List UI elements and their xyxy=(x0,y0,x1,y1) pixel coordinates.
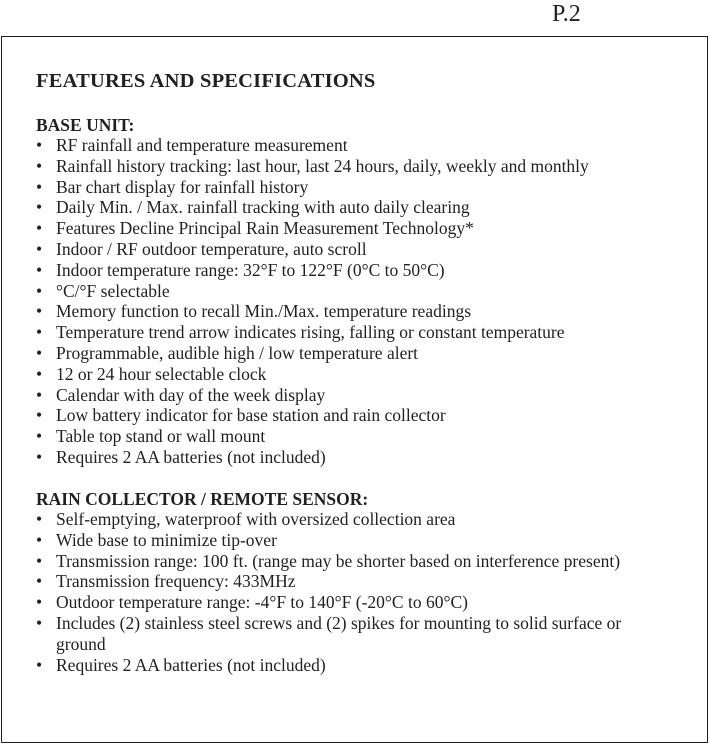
list-item-text: Temperature trend arrow indicates rising, falling or constant temperature xyxy=(56,322,565,343)
feature-list xyxy=(36,509,656,675)
bullet-icon: • xyxy=(36,238,43,259)
list-item-text: Programmable, audible high / low temperature alert xyxy=(56,342,419,363)
list-item-text: Indoor temperature range: 32°F to 122°F (0°C to 50°C) xyxy=(56,259,445,280)
list-item-text: Memory function to recall Min./Max. temperature readings xyxy=(56,301,472,322)
list-item xyxy=(36,239,656,260)
list-item xyxy=(36,405,656,426)
bullet-icon: • xyxy=(36,259,43,280)
list-item xyxy=(36,281,656,302)
bullet-icon: • xyxy=(36,301,43,322)
list-item xyxy=(36,551,656,572)
bullet-icon: • xyxy=(36,280,43,301)
bullet-icon: • xyxy=(36,135,43,155)
list-item-text: Indoor / RF outdoor temperature, auto scroll xyxy=(56,238,367,259)
document-title: FEATURES AND SPECIFICATIONS xyxy=(36,70,376,92)
list-item-text: Rainfall history tracking: last hour, last 24 hours, daily, weekly and monthly xyxy=(56,155,589,176)
bullet-icon: • xyxy=(36,612,43,633)
bullet-icon: • xyxy=(36,384,43,405)
bullet-icon: • xyxy=(36,342,43,363)
list-item-text: °C/°F selectable xyxy=(56,280,170,301)
bullet-icon: • xyxy=(36,550,43,571)
list-item-text: Daily Min. / Max. rainfall tracking with auto daily clearing xyxy=(56,197,470,218)
bullet-icon: • xyxy=(36,322,43,343)
list-item xyxy=(36,197,656,218)
list-item-text: Self-emptying, waterproof with oversized collection area xyxy=(56,509,456,529)
list-item xyxy=(36,447,656,468)
bullet-icon: • xyxy=(36,405,43,426)
list-item xyxy=(36,530,656,551)
list-item-text: Bar chart display for rainfall history xyxy=(56,176,309,197)
bullet-icon: • xyxy=(36,592,43,613)
list-item xyxy=(36,260,656,281)
bullet-icon: • xyxy=(36,509,43,529)
list-item-text: Calendar with day of the week display xyxy=(56,384,326,405)
list-item xyxy=(36,613,656,655)
list-item xyxy=(36,509,656,530)
list-item-text: Table top stand or wall mount xyxy=(56,426,266,447)
list-item xyxy=(36,364,656,385)
section-base-unit xyxy=(36,115,656,468)
list-item xyxy=(36,322,656,343)
list-item-text: Includes (2) stainless steel screws and (2) spikes for mounting to solid surface or ground xyxy=(56,612,622,654)
list-item-text: Transmission range: 100 ft. (range may be shorter based on interference present) xyxy=(56,550,621,571)
bullet-icon: • xyxy=(36,426,43,447)
list-item xyxy=(36,571,656,592)
list-item-text: Transmission frequency: 433MHz xyxy=(56,571,296,592)
list-item-text: Features Decline Principal Rain Measurement Technology* xyxy=(56,218,474,239)
list-item-text: Requires 2 AA batteries (not included) xyxy=(56,654,326,675)
list-item xyxy=(36,218,656,239)
list-item xyxy=(36,592,656,613)
list-item xyxy=(36,177,656,198)
list-item-text: Low battery indicator for base station and rain collector xyxy=(56,405,446,426)
bullet-icon: • xyxy=(36,197,43,218)
list-item xyxy=(36,655,656,676)
bullet-icon: • xyxy=(36,654,43,675)
page-number: P.2 xyxy=(552,1,581,27)
list-item-text: 12 or 24 hour selectable clock xyxy=(56,363,267,384)
bullet-icon: • xyxy=(36,571,43,592)
bullet-icon: • xyxy=(36,218,43,239)
bullet-icon: • xyxy=(36,176,43,197)
section-heading: RAIN COLLECTOR / REMOTE SENSOR: xyxy=(36,489,369,509)
list-item xyxy=(36,301,656,322)
section-rain-collector xyxy=(36,489,656,675)
list-item xyxy=(36,385,656,406)
list-item xyxy=(36,343,656,364)
list-item-text: Outdoor temperature range: -4°F to 140°F (-20°C to 60°C) xyxy=(56,592,468,613)
list-item xyxy=(36,156,656,177)
bullet-icon: • xyxy=(36,155,43,176)
list-item xyxy=(36,135,656,156)
bullet-icon: • xyxy=(36,446,43,467)
list-item-text: Requires 2 AA batteries (not included) xyxy=(56,446,326,467)
bullet-icon: • xyxy=(36,363,43,384)
bullet-icon: • xyxy=(36,529,43,550)
feature-list xyxy=(36,135,656,468)
list-item-text: RF rainfall and temperature measurement xyxy=(56,135,348,155)
section-heading: BASE UNIT: xyxy=(36,115,135,135)
list-item-text: Wide base to minimize tip-over xyxy=(56,529,277,550)
list-item xyxy=(36,426,656,447)
